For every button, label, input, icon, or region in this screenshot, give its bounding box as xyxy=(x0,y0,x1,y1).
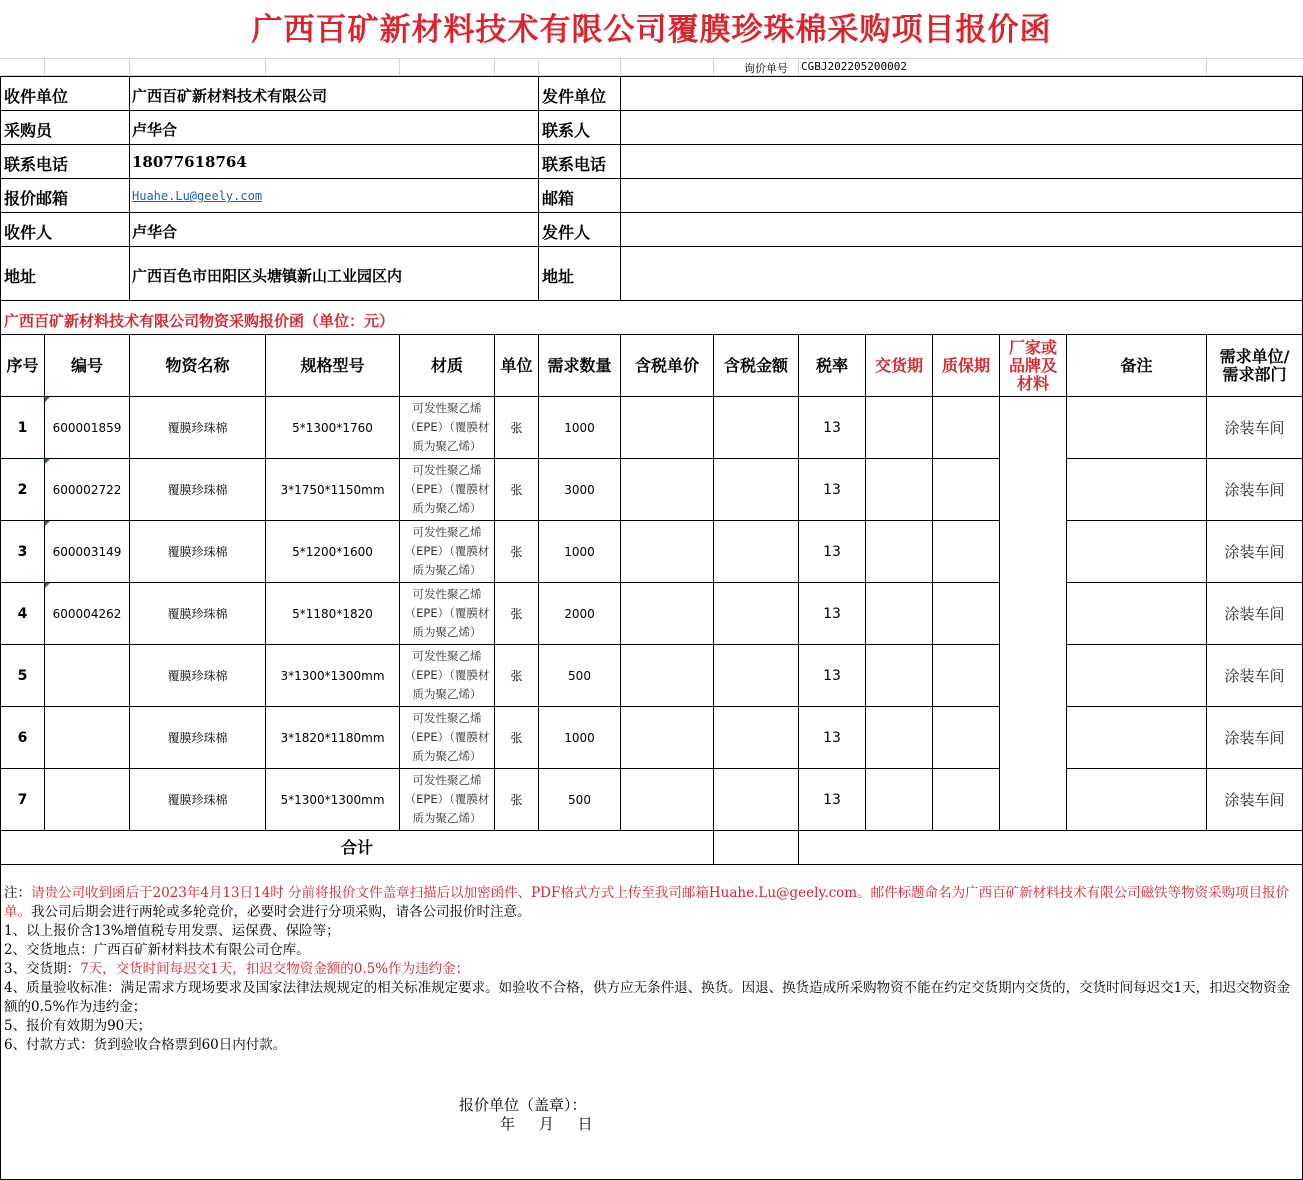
cell-unit: 张 xyxy=(510,421,523,435)
address-value: 广西百色市田阳区头塘镇新山工业园区内 xyxy=(132,267,403,285)
cell-brand-merged[interactable] xyxy=(1000,397,1066,830)
sender-email-input[interactable] xyxy=(621,179,1302,212)
cell-remark[interactable] xyxy=(1067,707,1206,768)
cell-comment-marker xyxy=(45,583,50,588)
cell-spec: 3*1820*1180mm xyxy=(280,730,385,745)
cell-delivery[interactable] xyxy=(866,769,932,830)
phone-label: 联系电话 xyxy=(4,155,69,174)
cell-warranty[interactable] xyxy=(933,645,999,706)
phone-value: 18077618764 xyxy=(132,153,247,171)
cell-code xyxy=(45,707,129,768)
note-item-1: 1、以上报价含13%增值税专用发票、运保费、保险等； xyxy=(4,923,340,939)
cell-dept: 涂装车间 xyxy=(1224,481,1285,499)
cell-delivery[interactable] xyxy=(866,707,932,768)
sender-input[interactable] xyxy=(621,213,1302,246)
sender-phone-input[interactable] xyxy=(621,145,1302,178)
cell-qty: 1000 xyxy=(564,730,595,745)
inquiry-no-value: CGBJ202205200002 xyxy=(801,60,907,73)
cell-amount[interactable] xyxy=(714,459,798,520)
cell-material: 可发性聚乙烯（EPE）（覆膜材质为聚乙烯） xyxy=(404,773,490,825)
address-label: 地址 xyxy=(4,267,37,286)
note-item-3: 3、交货期：7天，交货时间每迟交1天，扣迟交物资金额的0.5%作为违约金； xyxy=(4,961,470,977)
cell-amount[interactable] xyxy=(714,769,798,830)
cell-name: 覆膜珍珠棉 xyxy=(167,669,228,683)
cell-price[interactable] xyxy=(621,769,713,830)
cell-warranty[interactable] xyxy=(933,397,999,458)
cell-spec: 5*1180*1820 xyxy=(292,606,373,621)
cell-dept: 涂装车间 xyxy=(1224,543,1285,561)
recv-unit-label: 收件单位 xyxy=(4,87,69,106)
email-link[interactable]: Huahe.Lu@geely.com xyxy=(132,189,263,203)
cell-code xyxy=(45,769,129,830)
note-item-2: 2、交货地点：广西百矿新材料技术有限公司仓库。 xyxy=(4,942,310,958)
contact-input[interactable] xyxy=(621,111,1302,144)
cell-warranty[interactable] xyxy=(933,583,999,644)
cell-unit: 张 xyxy=(510,669,523,683)
cell-qty: 1000 xyxy=(564,544,595,559)
cell-material: 可发性聚乙烯（EPE）（覆膜材质为聚乙烯） xyxy=(404,587,490,639)
cell-code: 600004262 xyxy=(52,606,122,621)
send-unit-label: 发件单位 xyxy=(542,87,607,106)
col-header-amount: 含税金额 xyxy=(723,355,788,375)
section-title: 广西百矿新材料技术有限公司物资采购报价函（单位：元） xyxy=(4,312,395,330)
cell-rate: 13 xyxy=(823,481,841,498)
col-header-material: 材质 xyxy=(430,355,463,375)
cell-name: 覆膜珍珠棉 xyxy=(167,545,228,559)
cell-rate: 13 xyxy=(823,543,841,560)
grid-line xyxy=(0,58,1303,59)
cell-code xyxy=(45,645,129,706)
cell-rate: 13 xyxy=(823,667,841,684)
cell-remark[interactable] xyxy=(1067,645,1206,706)
recv-unit-value: 广西百矿新材料技术有限公司 xyxy=(132,87,328,105)
cell-amount[interactable] xyxy=(714,707,798,768)
cell-warranty[interactable] xyxy=(933,707,999,768)
cell-material: 可发性聚乙烯（EPE）（覆膜材质为聚乙烯） xyxy=(404,401,490,453)
cell-remark[interactable] xyxy=(1067,583,1206,644)
document-title: 广西百矿新材料技术有限公司覆膜珍珠棉采购项目报价函 xyxy=(251,12,1052,48)
cell-amount[interactable] xyxy=(714,397,798,458)
cell-warranty[interactable] xyxy=(933,769,999,830)
cell-spec: 3*1300*1300mm xyxy=(280,668,385,683)
cell-warranty[interactable] xyxy=(933,459,999,520)
cell-price[interactable] xyxy=(621,707,713,768)
cell-spec: 5*1300*1300mm xyxy=(280,792,385,807)
cell-name: 覆膜珍珠棉 xyxy=(167,421,228,435)
cell-price[interactable] xyxy=(621,397,713,458)
cell-material: 可发性聚乙烯（EPE）（覆膜材质为聚乙烯） xyxy=(404,525,490,577)
sender-email-label: 邮箱 xyxy=(542,189,575,208)
cell-delivery[interactable] xyxy=(866,645,932,706)
cell-spec: 3*1750*1150mm xyxy=(280,482,385,497)
cell-amount[interactable] xyxy=(714,645,798,706)
cell-remark[interactable] xyxy=(1067,521,1206,582)
cell-delivery[interactable] xyxy=(866,583,932,644)
note-item-6: 6、付款方式：货到验收合格票到60日内付款。 xyxy=(4,1037,287,1053)
cell-seq: 7 xyxy=(17,791,28,808)
cell-seq: 2 xyxy=(17,481,28,498)
receiver-label: 收件人 xyxy=(4,223,53,242)
cell-seq: 4 xyxy=(17,605,28,622)
quote-unit-stamp-label: 报价单位（盖章）： xyxy=(459,1096,587,1114)
cell-name: 覆膜珍珠棉 xyxy=(167,731,228,745)
cell-spec: 5*1200*1600 xyxy=(292,544,373,559)
cell-dept: 涂装车间 xyxy=(1224,419,1285,437)
cell-qty: 500 xyxy=(568,792,591,807)
total-label: 合计 xyxy=(340,837,373,857)
cell-comment-marker xyxy=(45,459,50,464)
cell-rate: 13 xyxy=(823,729,841,746)
contact-label: 联系人 xyxy=(542,121,591,140)
cell-dept: 涂装车间 xyxy=(1224,791,1285,809)
col-header-seq: 序号 xyxy=(6,355,39,375)
cell-dept: 涂装车间 xyxy=(1224,605,1285,623)
sender-address-input[interactable] xyxy=(621,247,1302,300)
cell-unit: 张 xyxy=(510,793,523,807)
col-header-name: 物资名称 xyxy=(165,355,230,375)
cell-material: 可发性聚乙烯（EPE）（覆膜材质为聚乙烯） xyxy=(404,711,490,763)
cell-seq: 6 xyxy=(17,729,28,746)
cell-seq: 3 xyxy=(17,543,28,560)
cell-qty: 3000 xyxy=(564,482,595,497)
col-header-rate: 税率 xyxy=(815,355,848,375)
cell-price[interactable] xyxy=(621,645,713,706)
cell-rate: 13 xyxy=(823,791,841,808)
cell-name: 覆膜珍珠棉 xyxy=(167,793,228,807)
col-header-code: 编号 xyxy=(70,355,103,375)
send-unit-input[interactable] xyxy=(621,77,1302,110)
cell-price[interactable] xyxy=(621,583,713,644)
cell-code: 600003149 xyxy=(52,544,122,559)
col-header-spec: 规格型号 xyxy=(300,355,365,375)
cell-unit: 张 xyxy=(510,483,523,497)
cell-rate: 13 xyxy=(823,605,841,622)
notes-block xyxy=(4,884,1300,1055)
cell-name: 覆膜珍珠棉 xyxy=(167,607,228,621)
cell-material: 可发性聚乙烯（EPE）（覆膜材质为聚乙烯） xyxy=(404,649,490,701)
sender-label: 发件人 xyxy=(542,223,591,242)
cell-dept: 涂装车间 xyxy=(1224,667,1285,685)
cell-unit: 张 xyxy=(510,731,523,745)
cell-amount[interactable] xyxy=(714,521,798,582)
cell-remark[interactable] xyxy=(1067,769,1206,830)
buyer-value: 卢华合 xyxy=(132,121,178,139)
cell-remark[interactable] xyxy=(1067,397,1206,458)
cell-delivery[interactable] xyxy=(866,521,932,582)
cell-code: 600001859 xyxy=(52,420,122,435)
cell-material: 可发性聚乙烯（EPE）（覆膜材质为聚乙烯） xyxy=(404,463,490,515)
cell-code: 600002722 xyxy=(52,482,122,497)
note-item-4: 4、质量验收标准：满足需求方现场要求及国家法律法规规定的相关标准规定要求。如验收不合格，供方应无条件退、换货。因退、换货造成所采购物资不能在约定交货期内交货的，交货时间每迟交1天，扣迟交物资金额的0.5%作为违约金； xyxy=(4,980,1291,1015)
col-header-qty: 需求数量 xyxy=(547,355,612,375)
cell-rate: 13 xyxy=(823,419,841,436)
col-header-brand: 厂家或品牌及材料 xyxy=(1008,337,1057,393)
col-header-delivery: 交货期 xyxy=(874,355,923,375)
cell-name: 覆膜珍珠棉 xyxy=(167,483,228,497)
col-header-price: 含税单价 xyxy=(634,355,699,375)
cell-delivery[interactable] xyxy=(866,397,932,458)
col-header-warranty: 质保期 xyxy=(941,355,990,375)
note-item-5: 5、报价有效期为90天； xyxy=(4,1018,152,1034)
cell-delivery[interactable] xyxy=(866,459,932,520)
cell-remark[interactable] xyxy=(1067,459,1206,520)
quote-date-label: 年 月 日 xyxy=(500,1115,593,1133)
sender-phone-label: 联系电话 xyxy=(542,155,607,174)
cell-price[interactable] xyxy=(621,521,713,582)
inquiry-no-label: 询价单号 xyxy=(744,62,788,75)
cell-qty: 1000 xyxy=(564,420,595,435)
cell-dept: 涂装车间 xyxy=(1224,729,1285,747)
col-header-remark: 备注 xyxy=(1120,355,1153,375)
cell-qty: 500 xyxy=(568,668,591,683)
buyer-label: 采购员 xyxy=(4,121,53,140)
cell-price[interactable] xyxy=(621,459,713,520)
cell-spec: 5*1300*1760 xyxy=(292,420,373,435)
cell-comment-marker xyxy=(45,521,50,526)
cell-seq: 5 xyxy=(17,667,28,684)
cell-warranty[interactable] xyxy=(933,521,999,582)
col-header-unit: 单位 xyxy=(500,355,533,375)
cell-seq: 1 xyxy=(17,419,28,436)
total-amount-cell[interactable] xyxy=(714,831,798,864)
cell-qty: 2000 xyxy=(564,606,595,621)
receiver-value: 卢华合 xyxy=(132,223,178,241)
cell-amount[interactable] xyxy=(714,583,798,644)
notes-intro: 注：请贵公司收到函后于2023年4月13日14时 分前将报价文件盖章扫描后以加密函件、PDF格式方式上传至我司邮箱Huahe.Lu@geely.com。邮件标题命名为广西百矿新材料技术有限公司磁铁等物资采购项目报价单。我公司后期会进行两轮或多轮竞价，必要时会进行分项采购，请各公司报价时注意。 xyxy=(4,885,1290,920)
col-header-dept: 需求单位/需求部门 xyxy=(1219,346,1290,384)
cell-unit: 张 xyxy=(510,607,523,621)
cell-unit: 张 xyxy=(510,545,523,559)
cell-comment-marker xyxy=(45,397,50,402)
email-label: 报价邮箱 xyxy=(4,189,69,208)
sender-address-label: 地址 xyxy=(542,267,575,286)
